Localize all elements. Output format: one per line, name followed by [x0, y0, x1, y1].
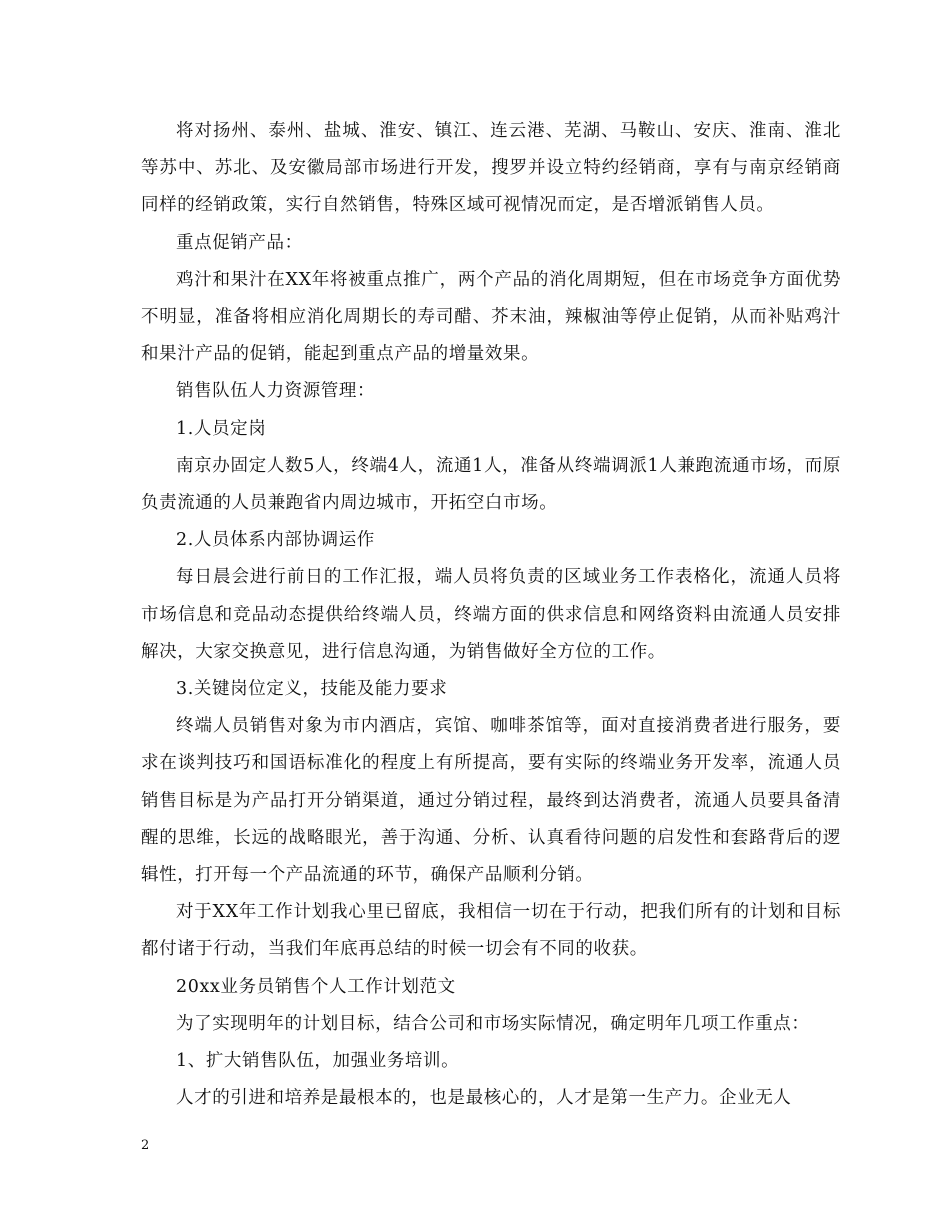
paragraph-coordination: 每日晨会进行前日的工作汇报，端人员将负责的区域业务工作表格化，流通人员将市场信息和竞品动态提供给终端人员，终端方面的供求信息和网络资料由流通人员安排解决，大家交换意见，进行信息沟通，为销售做好全方位的工作。: [141, 567, 841, 662]
paragraph-key-positions: 终端人员销售对象为市内酒店，宾馆、咖啡茶馆等，面对直接消费者进行服务，要求在谈判技巧和国语标准化的程度上有所提高，要有实际的终端业务开发率，流通人员销售目标是为产品打开分销渠道，通过分销过程，最终到达消费者，流通人员要具备清醒的思维，长远的战略眼光，善于沟通、分析、认真看待问题的启发性和套路背后的逻辑性，打开每一个产品流通的环节，确保产品顺利分销。: [141, 716, 841, 886]
paragraph-heading-coordination: 2.人员体系内部协调运作: [176, 530, 375, 551]
paragraph-conclusion: 对于XX年工作计划我心里已留底，我相信一切在于行动，把我们所有的计划和目标都付诸于行动，当我们年底再总结的时候一切会有不同的收获。: [141, 902, 841, 960]
paragraph-heading-hr-management: 销售队伍人力资源管理：: [176, 381, 376, 402]
paragraph-heading-staffing: 1.人员定岗: [176, 418, 267, 439]
paragraph-key-products: 鸡汁和果汁在XX年将被重点推广，两个产品的消化周期短，但在市场竞争方面优势不明显，准备将相应消化周期长的寿司醋、芥末油，辣椒油等停止促销，从而补贴鸡汁和果汁产品的促销，能起到重点产品的增量效果。: [141, 269, 841, 365]
page-number: 2: [141, 1138, 150, 1153]
document-body: [141, 113, 841, 1117]
paragraph-heading-key-positions: 3.关键岗位定义，技能及能力要求: [176, 679, 448, 700]
paragraph-market-expansion: 将对扬州、泰州、盐城、淮安、镇江、连云港、芜湖、马鞍山、安庆、淮南、淮北等苏中、苏北、及安徽局部市场进行开发，搜罗并设立特约经销商，享有与南京经销商同样的经销政策，实行自然销售，特殊区域可视情况而定，是否增派销售人员。: [141, 121, 841, 216]
paragraph-heading-expand-team: 1、扩大销售队伍，加强业务培训。: [176, 1051, 460, 1072]
paragraph-staffing: 南京办固定人数5人，终端4人，流通1人，准备从终端调派1人兼跑流通市场，而原负责流通的人员兼跑省内周边城市，开拓空白市场。: [141, 455, 841, 514]
paragraph-heading-key-products: 重点促销产品：: [176, 232, 303, 253]
paragraph-talent: 人才的引进和培养是最根本的，也是最核心的，人才是第一生产力。企业无人: [176, 1088, 792, 1109]
paragraph-section-title: 20xx业务员销售个人工作计划范文: [176, 976, 456, 997]
paragraph-intro: 为了实现明年的计划目标，结合公司和市场实际情况，确定明年几项工作重点：: [176, 1013, 810, 1034]
